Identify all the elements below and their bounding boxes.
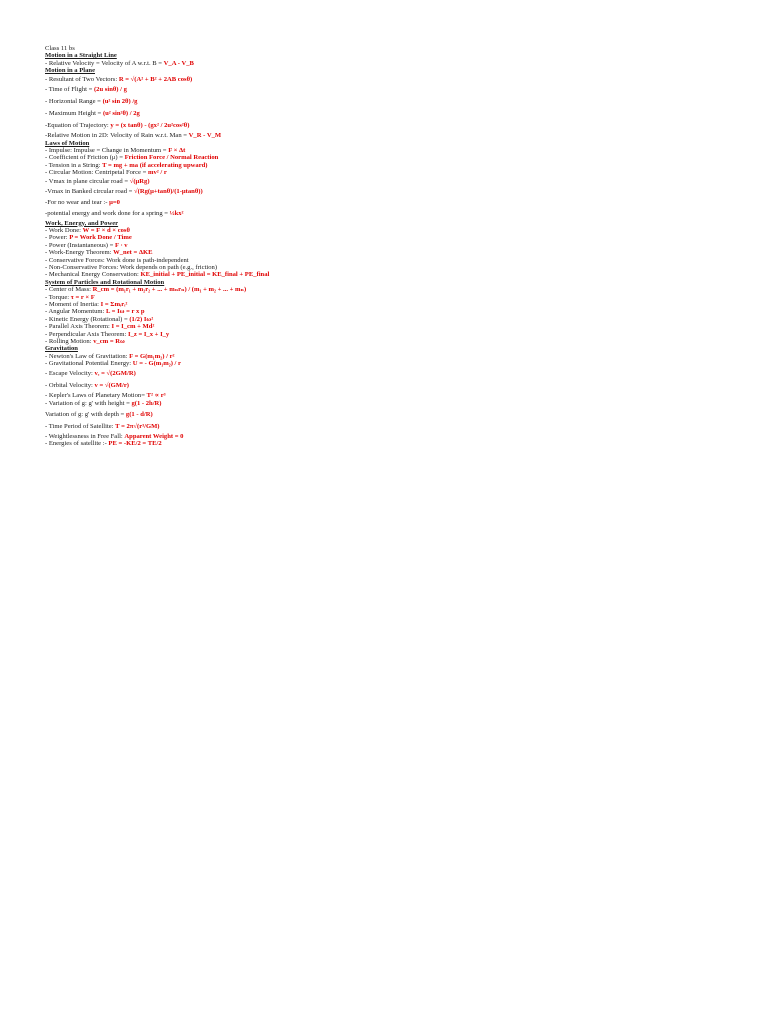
formula-line: - Escape Velocity: vₑ = √(2GM/R) — [45, 369, 136, 377]
formula-line: - Mechanical Energy Conservation: KE_initial + PE_initial = KE_final + PE_final — [45, 271, 270, 279]
formula-line: - Center of Mass: R_cm = (m₁r₁ + m₂r₂ + ... + mₙrₙ) / (m₁ + m₂ + ... + mₙ) — [45, 286, 247, 294]
formula-line: - Conservative Forces: Work done is path-independent — [45, 256, 189, 264]
formula-line: - Parallel Axis Theorem: I = I_cm + Md² — [45, 323, 155, 331]
formula-line: - Perpendicular Axis Theorem: I_z = I_x + I_y — [45, 330, 170, 338]
formula-line: -Relative Motion in 2D: Velocity of Rain w.r.t. Man = V_R - V_M — [45, 132, 222, 140]
formula-line: - Vmax in plane circular road = √(μRg) — [45, 177, 150, 185]
section-heading-straight-line: Motion in a Straight Line — [45, 52, 117, 60]
formula-line: -Equation of Trajectory: y = (x tanθ) - (gx² / 2u²cos²θ) — [45, 122, 190, 130]
formula-line: - Kepler's Laws of Planetary Motion= T² ∝ r³ — [45, 391, 166, 399]
section-heading-rotational-motion: System of Particles and Rotational Motion — [45, 278, 165, 286]
formula-line: - Rolling Motion: v_cm = Rω — [45, 338, 125, 346]
formula-line: - Work-Energy Theorem: W_net = ΔKE — [45, 249, 153, 257]
formula-line: - Time Period of Satellite: T = 2π√(r³/GM) — [45, 422, 160, 430]
formula-line: Variation of g: g' with depth = g(1 - d/R) — [45, 410, 153, 418]
formula-line: - Circular Motion: Centripetal Force = mv² / r — [45, 169, 167, 177]
formula-line: - Non-Conservative Forces: Work depends on path (e.g., friction) — [45, 264, 218, 271]
formula-line: - Tension in a String: T = mg + ma (if accelerating upward) — [45, 161, 208, 169]
section-heading-plane: Motion in a Plane — [45, 67, 96, 75]
formula-line: - Variation of g: g' with height = g(1 - 2h/R) — [45, 400, 162, 408]
section-heading-gravitation: Gravitation — [45, 345, 78, 353]
formula-line: - Coefficient of Friction (μ) = Friction Force / Normal Reaction — [45, 154, 219, 162]
formula-line: - Gravitational Potential Energy: U = - G(m₁m₂) / r — [45, 360, 181, 368]
formula-line: - Newton's Law of Gravitation: F = G(m₁m₂) / r² — [45, 352, 175, 360]
formula-line: - Relative Velocity = Velocity of A w.r.t. B = V_A - V_B — [45, 59, 194, 67]
formula-line: -potential energy and work done for a spring = ½kx² — [45, 209, 184, 217]
formula-line: - Power (Instantaneous) = F · v — [45, 241, 128, 249]
formula-line: - Angular Momentum: L = Iω = r x p — [45, 308, 145, 316]
formula-line: - Maximum Height = (u² sin²θ) / 2g — [45, 110, 140, 118]
section-heading-laws-of-motion: Laws of Motion — [45, 139, 90, 147]
formula-line: - Weightlessness in Free Fall: Apparent Weight = 0 — [45, 432, 184, 440]
formula-line: -For no wear and tear :- μ=0 — [45, 199, 120, 207]
formula-line: - Torque: τ = r × F — [45, 293, 95, 301]
formula-line: - Energies of satellite :- PE = -KE/2 = TE/2 — [45, 440, 162, 447]
formula-line: - Resultant of Two Vectors: R = √(A² + B² + 2AB cosθ) — [45, 75, 193, 83]
formula-line: - Horizontal Range = (u² sin 2θ) /g — [45, 98, 138, 106]
formula-sheet — [45, 45, 645, 447]
formula-line: - Kinetic Energy (Rotational) = (1/2) Iω² — [45, 315, 154, 323]
formula-line: - Impulse: Impulse = Change in Momentum = F × Δt — [45, 146, 186, 154]
formula-line: - Work Done: W = F × d × cosθ — [45, 226, 130, 234]
formula-line: - Time of Flight = (2u sinθ) / g — [45, 86, 127, 94]
class-label: Class 11 bs — [45, 45, 75, 52]
formula-line: - Power: P = Work Done / Time — [45, 234, 132, 242]
formula-line: - Moment of Inertia: I = Σmᵢrᵢ² — [45, 301, 128, 309]
formula-line: - Orbital Velocity: v = √(GM/r) — [45, 381, 129, 389]
formula-line: -Vmax in Banked circular road = √(Rg(μ+tanθ)/(1-μtanθ)) — [45, 188, 203, 196]
section-heading-work-energy-power: Work, Energy, and Power — [45, 219, 119, 227]
